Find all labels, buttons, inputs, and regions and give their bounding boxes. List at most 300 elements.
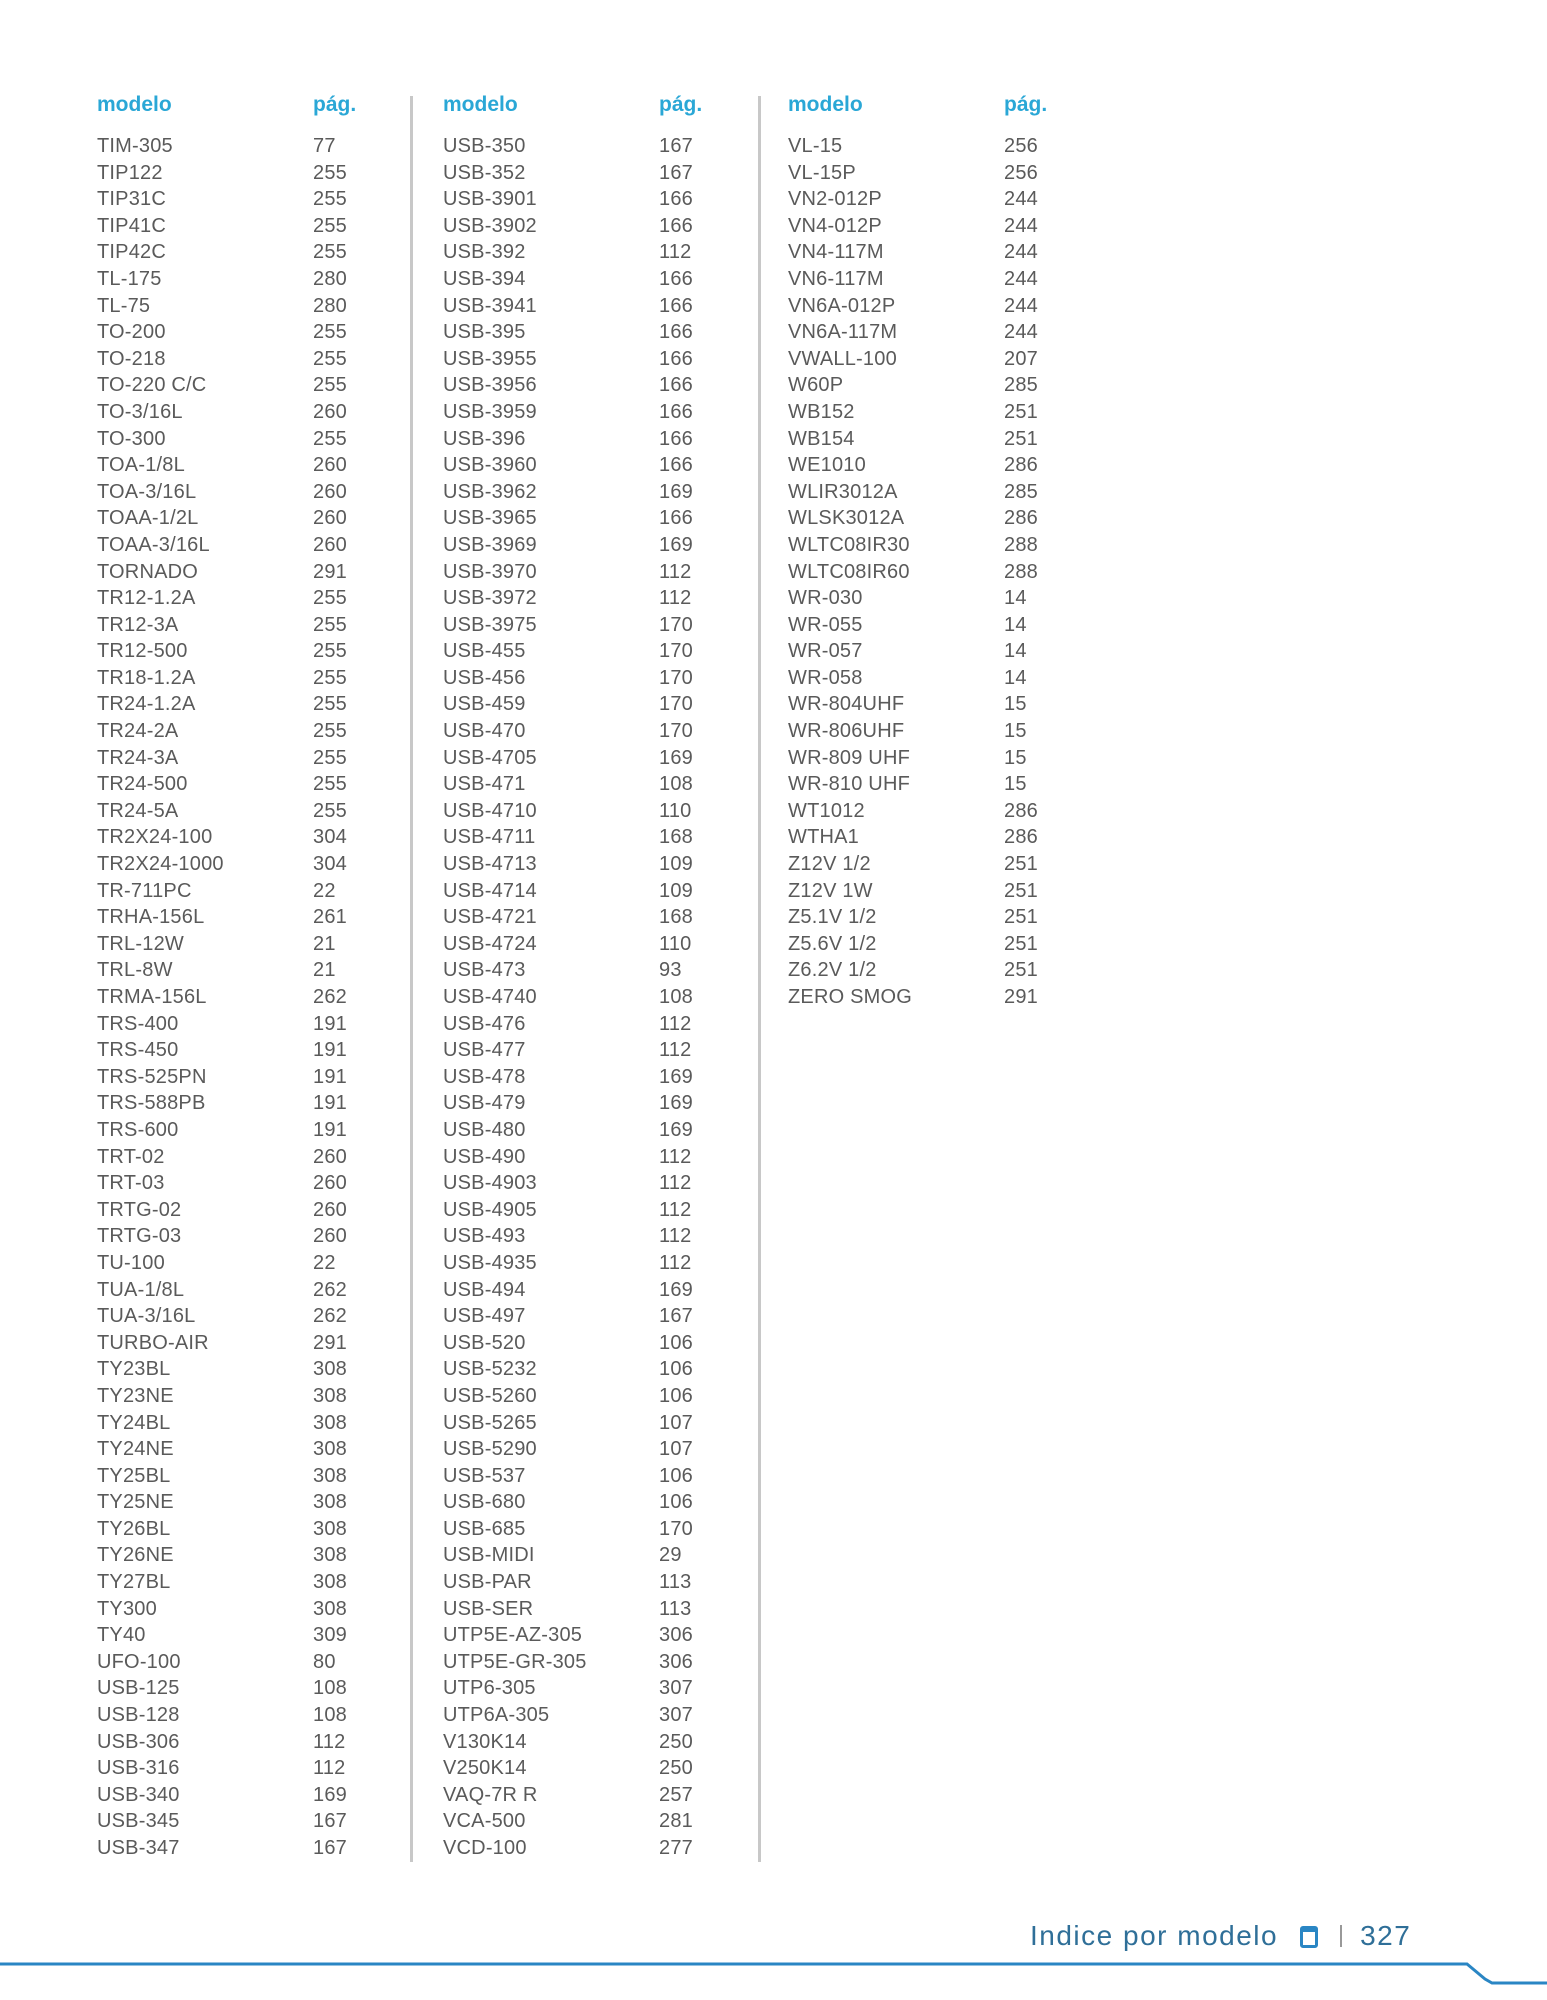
page-ref: 260 xyxy=(313,533,347,556)
page-ref: 110 xyxy=(659,799,692,822)
model-name: USB-685 xyxy=(443,1517,526,1540)
index-entry xyxy=(788,239,1088,266)
index-entry xyxy=(788,585,1088,612)
page-ref: 262 xyxy=(313,1305,347,1328)
index-entry xyxy=(443,957,743,984)
page-ref: 262 xyxy=(313,986,347,1008)
page-ref: 169 xyxy=(659,1092,693,1115)
index-entry xyxy=(443,319,743,346)
model-name: TL-75 xyxy=(97,294,151,317)
page-ref: 251 xyxy=(1004,959,1038,982)
page-ref: 255 xyxy=(313,693,347,716)
model-name: Z5.6V 1/2 xyxy=(788,932,877,955)
model-name: TRT-02 xyxy=(97,1145,165,1168)
page-ref: 308 xyxy=(313,1384,347,1407)
index-entry xyxy=(97,1011,397,1038)
model-name: USB-537 xyxy=(443,1464,526,1487)
model-name: USB-5260 xyxy=(443,1384,537,1407)
index-entry xyxy=(788,319,1088,346)
index-entry xyxy=(97,399,397,426)
model-name: VN6A-117M xyxy=(788,321,898,344)
index-entry xyxy=(97,1755,397,1782)
model-name: USB-4710 xyxy=(443,799,537,822)
model-name: TR24-5A xyxy=(97,799,179,822)
model-name: USB-5232 xyxy=(443,1358,537,1381)
index-entry xyxy=(97,878,397,905)
page-ref: 15 xyxy=(1004,693,1027,716)
model-name: USB-3965 xyxy=(443,507,537,530)
model-name: WLSK3012A xyxy=(788,507,905,530)
model-name: TY24NE xyxy=(97,1438,174,1461)
index-entry xyxy=(443,1649,743,1676)
model-name: W60P xyxy=(788,374,844,397)
index-entry xyxy=(97,718,397,745)
footer-rule xyxy=(0,1955,1547,1995)
index-entry xyxy=(443,426,743,453)
index-entry xyxy=(788,213,1088,240)
model-name: TOAA-1/2L xyxy=(97,507,199,530)
model-name: USB-471 xyxy=(443,773,526,796)
index-entry xyxy=(97,798,397,825)
model-name: VL-15 xyxy=(788,135,843,157)
model-name: USB-477 xyxy=(443,1039,526,1062)
page-ref: 112 xyxy=(313,1757,346,1780)
page-ref: 255 xyxy=(313,773,347,796)
page-ref: 251 xyxy=(1004,932,1038,955)
page-ref: 308 xyxy=(313,1597,347,1620)
index-entry xyxy=(443,346,743,373)
model-name: USB-392 xyxy=(443,241,526,264)
model-name: WR-809 UHF xyxy=(788,746,911,769)
page-ref: 260 xyxy=(313,1145,347,1168)
model-name: TR-711PC xyxy=(97,879,192,902)
page-ref: 167 xyxy=(659,135,693,157)
page-ref: 251 xyxy=(1004,906,1038,929)
column-header xyxy=(443,93,743,133)
model-header: modelo xyxy=(443,93,518,116)
model-name: TRL-8W xyxy=(97,959,173,982)
page-ref: 112 xyxy=(659,587,692,610)
page-ref: 191 xyxy=(313,1012,347,1035)
index-entry xyxy=(443,372,743,399)
page-ref: 170 xyxy=(659,693,693,716)
page-ref: 112 xyxy=(659,1251,692,1274)
page-ref: 255 xyxy=(313,720,347,743)
page-ref: 108 xyxy=(659,773,693,796)
page-ref: 308 xyxy=(313,1571,347,1594)
model-name: USB-4935 xyxy=(443,1251,537,1274)
index-entry xyxy=(443,878,743,905)
model-name: TIM-305 xyxy=(97,135,173,157)
index-entry xyxy=(443,1383,743,1410)
page-ref: 93 xyxy=(659,959,682,982)
model-name: TOA-3/16L xyxy=(97,480,197,503)
index-entry xyxy=(443,1144,743,1171)
page-ref: 308 xyxy=(313,1544,347,1567)
model-name: Z6.2V 1/2 xyxy=(788,959,877,982)
index-entry xyxy=(443,160,743,187)
page-ref: 255 xyxy=(313,587,347,610)
model-name: USB-680 xyxy=(443,1491,526,1514)
model-name: USB-396 xyxy=(443,427,526,450)
page-ref: 108 xyxy=(313,1677,347,1700)
page-ref: 106 xyxy=(659,1464,693,1487)
model-name: USB-520 xyxy=(443,1331,526,1354)
model-name: V250K14 xyxy=(443,1757,527,1780)
column-header xyxy=(97,93,397,133)
page-ref: 170 xyxy=(659,666,693,689)
index-entry xyxy=(97,1064,397,1091)
model-name: TY25NE xyxy=(97,1491,174,1514)
model-name: TUA-3/16L xyxy=(97,1305,196,1328)
index-entry xyxy=(97,160,397,187)
index-column-3 xyxy=(788,93,1088,1011)
model-name: WTHA1 xyxy=(788,826,859,849)
index-entry xyxy=(443,1542,743,1569)
model-name: TIP42C xyxy=(97,241,167,264)
model-name: TR24-2A xyxy=(97,720,179,743)
page-ref: 191 xyxy=(313,1039,347,1062)
page-ref: 256 xyxy=(1004,161,1038,184)
index-entry xyxy=(97,213,397,240)
index-entry xyxy=(788,266,1088,293)
model-name: TOA-1/8L xyxy=(97,454,185,477)
index-entry xyxy=(97,1197,397,1224)
index-entry xyxy=(788,691,1088,718)
page-ref: 250 xyxy=(659,1757,693,1780)
page-ref: 167 xyxy=(659,1305,693,1328)
index-entry xyxy=(443,1463,743,1490)
page-ref: 260 xyxy=(313,480,347,503)
index-entry xyxy=(443,133,743,160)
page-ref: 281 xyxy=(659,1810,693,1833)
page-ref: 166 xyxy=(659,214,693,237)
model-name: TIP41C xyxy=(97,214,167,237)
model-name: Z12V 1/2 xyxy=(788,853,871,876)
model-name: USB-MIDI xyxy=(443,1544,535,1567)
model-name: V130K14 xyxy=(443,1730,527,1753)
model-name: TRS-600 xyxy=(97,1118,179,1141)
index-entry xyxy=(97,559,397,586)
page-ref: 260 xyxy=(313,400,347,423)
model-name: USB-493 xyxy=(443,1225,526,1248)
model-name: TY40 xyxy=(97,1624,146,1647)
page-ref: 286 xyxy=(1004,826,1038,849)
model-name: TIP122 xyxy=(97,161,163,184)
book-icon xyxy=(1300,1926,1318,1948)
model-name: TY300 xyxy=(97,1597,157,1620)
index-column-2 xyxy=(443,93,743,1862)
index-entry xyxy=(788,878,1088,905)
index-entry xyxy=(443,559,743,586)
model-name: USB-3955 xyxy=(443,347,537,370)
index-entry xyxy=(788,160,1088,187)
index-entry xyxy=(443,266,743,293)
index-entry xyxy=(443,186,743,213)
model-name: TY26BL xyxy=(97,1517,171,1540)
index-entry xyxy=(97,1675,397,1702)
index-entry xyxy=(788,851,1088,878)
index-entry xyxy=(97,1729,397,1756)
page-ref: 80 xyxy=(313,1650,336,1673)
model-name: TRTG-02 xyxy=(97,1198,182,1221)
page-ref: 166 xyxy=(659,267,693,290)
index-entry xyxy=(788,426,1088,453)
index-entry xyxy=(97,1170,397,1197)
page-ref: 286 xyxy=(1004,454,1038,477)
index-column-1 xyxy=(97,93,397,1862)
page-ref: 107 xyxy=(659,1438,693,1461)
index-entry xyxy=(97,1410,397,1437)
index-entry xyxy=(788,452,1088,479)
model-name: TY23BL xyxy=(97,1358,171,1381)
page-ref: 285 xyxy=(1004,374,1038,397)
model-name: TUA-1/8L xyxy=(97,1278,185,1301)
index-entry xyxy=(97,1144,397,1171)
model-name: TL-175 xyxy=(97,267,162,290)
index-entry xyxy=(788,532,1088,559)
model-name: TRS-450 xyxy=(97,1039,179,1062)
page-ref: 307 xyxy=(659,1704,693,1727)
page-ref: 257 xyxy=(659,1783,693,1806)
model-name: USB-350 xyxy=(443,135,526,157)
footer-separator xyxy=(1340,1925,1342,1947)
index-entry xyxy=(443,665,743,692)
index-entry xyxy=(97,1702,397,1729)
index-entry xyxy=(788,665,1088,692)
index-entry xyxy=(97,1542,397,1569)
page-ref: 251 xyxy=(1004,400,1038,423)
index-entry xyxy=(443,1037,743,1064)
index-entry xyxy=(97,1835,397,1862)
page-ref: 261 xyxy=(313,906,347,929)
page-ref: 15 xyxy=(1004,720,1027,743)
page-ref: 169 xyxy=(659,1278,693,1301)
page-ref: 112 xyxy=(659,1145,692,1168)
model-name: TR24-3A xyxy=(97,746,179,769)
model-name: TR2X24-1000 xyxy=(97,853,224,876)
index-entry xyxy=(443,824,743,851)
model-name: WLTC08IR60 xyxy=(788,560,910,583)
index-entry xyxy=(443,904,743,931)
index-entry xyxy=(97,1516,397,1543)
page-ref: 166 xyxy=(659,507,693,530)
index-entry xyxy=(97,1330,397,1357)
page-ref: 108 xyxy=(659,986,693,1008)
index-entry xyxy=(443,1835,743,1862)
index-entry xyxy=(97,1596,397,1623)
index-entry xyxy=(443,1170,743,1197)
index-entry xyxy=(443,1755,743,1782)
page-ref: 167 xyxy=(659,161,693,184)
model-name: TRT-03 xyxy=(97,1172,165,1195)
page-ref: 112 xyxy=(659,1172,692,1195)
index-entry xyxy=(443,1090,743,1117)
page-ref: 291 xyxy=(313,1331,347,1354)
index-entry xyxy=(97,957,397,984)
page-ref: 244 xyxy=(1004,267,1038,290)
index-entry xyxy=(788,479,1088,506)
model-name: UTP5E-GR-305 xyxy=(443,1650,587,1673)
index-entry xyxy=(97,691,397,718)
page-ref: 166 xyxy=(659,321,693,344)
page-ref: 15 xyxy=(1004,773,1027,796)
model-name: TOAA-3/16L xyxy=(97,533,210,556)
index-entry xyxy=(788,904,1088,931)
index-entry xyxy=(443,1622,743,1649)
page-ref: 255 xyxy=(313,321,347,344)
page-ref: 106 xyxy=(659,1358,693,1381)
index-entry xyxy=(97,479,397,506)
index-entry xyxy=(97,319,397,346)
index-entry xyxy=(788,346,1088,373)
model-name: TR12-3A xyxy=(97,613,179,636)
page-ref: 255 xyxy=(313,347,347,370)
page-ref: 170 xyxy=(659,1517,693,1540)
model-name: USB-347 xyxy=(97,1837,180,1859)
page-ref: 14 xyxy=(1004,666,1027,689)
model-name: WB154 xyxy=(788,427,855,450)
index-entry xyxy=(443,452,743,479)
model-name: UTP6-305 xyxy=(443,1677,536,1700)
model-name: WR-806UHF xyxy=(788,720,905,743)
page-ref: 169 xyxy=(659,1065,693,1088)
page-ref: 22 xyxy=(313,879,336,902)
index-entry xyxy=(788,798,1088,825)
page-ref: 109 xyxy=(659,853,693,876)
page-ref: 110 xyxy=(659,932,692,955)
page-ref: 191 xyxy=(313,1065,347,1088)
page-ref: 262 xyxy=(313,1278,347,1301)
model-name: USB-455 xyxy=(443,640,526,663)
index-entry xyxy=(97,931,397,958)
model-name: TO-218 xyxy=(97,347,166,370)
model-name: TRHA-156L xyxy=(97,906,205,929)
model-name: WR-057 xyxy=(788,640,863,663)
page-ref: 304 xyxy=(313,826,347,849)
page-ref: 14 xyxy=(1004,587,1027,610)
index-entry xyxy=(97,612,397,639)
index-entry xyxy=(97,1090,397,1117)
page-ref: 170 xyxy=(659,613,693,636)
index-entry xyxy=(97,1808,397,1835)
index-entry xyxy=(443,984,743,1011)
index-entry xyxy=(443,1277,743,1304)
model-name: TRS-400 xyxy=(97,1012,179,1035)
model-name: WR-030 xyxy=(788,587,863,610)
page-ref: 308 xyxy=(313,1464,347,1487)
model-name: USB-3962 xyxy=(443,480,537,503)
page-ref: 244 xyxy=(1004,214,1038,237)
model-name: USB-3956 xyxy=(443,374,537,397)
index-entry xyxy=(788,505,1088,532)
page-ref: 112 xyxy=(659,241,692,264)
model-name: USB-479 xyxy=(443,1092,526,1115)
page-ref: 255 xyxy=(313,214,347,237)
model-name: USB-125 xyxy=(97,1677,180,1700)
page-ref: 166 xyxy=(659,374,693,397)
section-title: Indice por modelo xyxy=(1030,1920,1279,1951)
page-ref: 256 xyxy=(1004,135,1038,157)
model-name: USB-497 xyxy=(443,1305,526,1328)
model-name: Z12V 1W xyxy=(788,879,873,902)
page-header: pág. xyxy=(1004,93,1048,116)
index-entry xyxy=(443,1064,743,1091)
page-ref: 244 xyxy=(1004,321,1038,344)
page-ref: 106 xyxy=(659,1384,693,1407)
page-ref: 255 xyxy=(313,188,347,211)
page-ref: 255 xyxy=(313,640,347,663)
index-entry xyxy=(443,1516,743,1543)
model-name: USB-306 xyxy=(97,1730,180,1753)
page-ref: 255 xyxy=(313,374,347,397)
page-ref: 308 xyxy=(313,1358,347,1381)
page-ref: 260 xyxy=(313,1172,347,1195)
page-ref: 255 xyxy=(313,241,347,264)
model-name: VN4-012P xyxy=(788,214,882,237)
model-name: TU-100 xyxy=(97,1251,165,1274)
index-entry xyxy=(97,1117,397,1144)
page-ref: 286 xyxy=(1004,799,1038,822)
model-name: TIP31C xyxy=(97,188,167,211)
index-entry xyxy=(97,1463,397,1490)
index-entry xyxy=(97,266,397,293)
index-entry xyxy=(443,1197,743,1224)
index-entry xyxy=(443,1596,743,1623)
model-name: TY25BL xyxy=(97,1464,171,1487)
page-ref: 291 xyxy=(313,560,347,583)
model-name: USB-3975 xyxy=(443,613,537,636)
index-entry xyxy=(443,771,743,798)
model-name: UTP6A-305 xyxy=(443,1704,550,1727)
model-name: TO-220 C/C xyxy=(97,374,207,397)
index-entry xyxy=(97,532,397,559)
page-ref: 167 xyxy=(313,1837,347,1859)
index-entry xyxy=(443,479,743,506)
index-entry xyxy=(443,1489,743,1516)
page-ref: 112 xyxy=(659,1012,692,1035)
model-name: USB-5265 xyxy=(443,1411,537,1434)
index-entry xyxy=(443,1410,743,1437)
model-name: USB-352 xyxy=(443,161,526,184)
model-name: WT1012 xyxy=(788,799,865,822)
model-name: ZERO SMOG xyxy=(788,986,913,1008)
model-name: USB-345 xyxy=(97,1810,180,1833)
page-ref: 106 xyxy=(659,1491,693,1514)
page-ref: 14 xyxy=(1004,640,1027,663)
page-ref: 255 xyxy=(313,427,347,450)
model-name: USB-3901 xyxy=(443,188,537,211)
model-name: USB-4903 xyxy=(443,1172,537,1195)
model-name: USB-3959 xyxy=(443,400,537,423)
index-entry xyxy=(97,771,397,798)
page-ref: 169 xyxy=(313,1783,347,1806)
page-ref: 168 xyxy=(659,826,693,849)
page-ref: 255 xyxy=(313,613,347,636)
index-entry xyxy=(97,1223,397,1250)
column-divider xyxy=(410,96,413,1862)
page-ref: 21 xyxy=(313,959,336,982)
model-header: modelo xyxy=(97,93,172,116)
model-name: TR24-1.2A xyxy=(97,693,196,716)
model-name: TY23NE xyxy=(97,1384,174,1407)
model-name: UFO-100 xyxy=(97,1650,181,1673)
model-name: USB-476 xyxy=(443,1012,526,1035)
index-entry xyxy=(788,612,1088,639)
page-ref: 166 xyxy=(659,294,693,317)
index-entry xyxy=(443,1330,743,1357)
column-divider xyxy=(758,96,761,1862)
